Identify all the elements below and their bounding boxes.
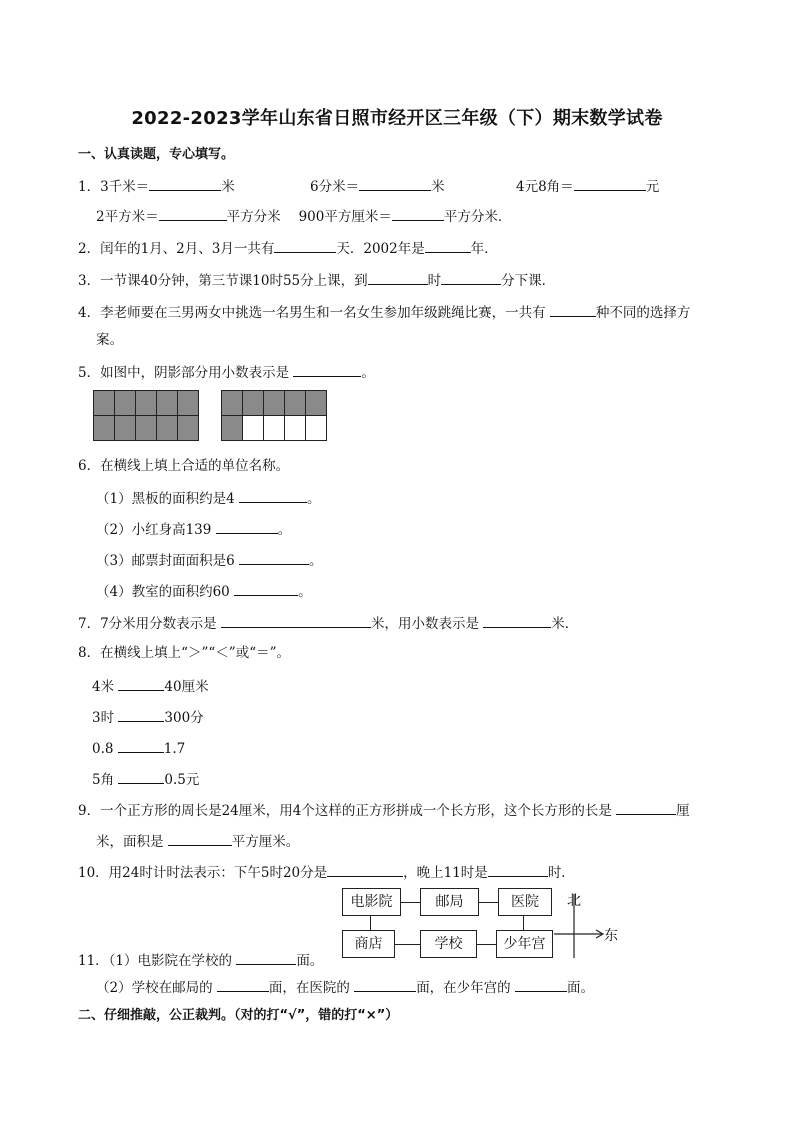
question-10: 10．用24时计时法表示：下午5时20分是 ，晚上11时是 时．	[78, 862, 575, 882]
decimal-grid-partial	[221, 390, 327, 441]
map-connector	[370, 916, 371, 930]
answer-blank[interactable]	[168, 831, 232, 846]
section-2-heading: 二、仔细推敲，公正裁判。（对的打“√”，错的打“×”）	[78, 1008, 399, 1023]
answer-blank[interactable]	[159, 206, 227, 221]
question-3: 3．一节课40分钟，第三节课10时55分上课，到 时 分下课．	[78, 270, 555, 290]
question-7: 7．7分米用分数表示是 米，用小数表示是 米．	[78, 613, 578, 633]
answer-blank[interactable]	[239, 550, 309, 565]
map-connector	[476, 944, 496, 945]
answer-blank[interactable]	[118, 769, 164, 784]
question-6: 6．在横线上填上合适的单位名称。	[78, 458, 290, 474]
answer-blank[interactable]	[441, 270, 501, 285]
answer-blank[interactable]	[118, 707, 164, 722]
answer-blank[interactable]	[483, 613, 551, 628]
question-8: 8．在横线上填上“＞”“＜”或“＝”。	[78, 645, 290, 661]
answer-blank[interactable]	[327, 862, 403, 877]
map-connector	[523, 916, 524, 930]
question-6-item-3: （3）邮票封面面积是6 。	[96, 550, 322, 570]
question-4: 4．李老师要在三男两女中挑选一名男生和一名女生参加年级跳绳比赛，一共有 种不同的选择方	[78, 302, 690, 322]
compass-east-label: 东	[604, 928, 618, 944]
page-title: 2022-2023学年山东省日照市经开区三年级（下）期末数学试卷	[131, 108, 663, 129]
section-1-heading: 一、认真读题，专心填写。	[78, 147, 235, 162]
question-6-item-1: （1）黑板的面积约是4 。	[96, 488, 320, 508]
map-building-cinema: 电影院	[342, 888, 401, 916]
question-8-row-2: 3时 300分	[92, 707, 204, 727]
question-1-row-2: 2平方米＝ 平方分米 900平方厘米＝ 平方分米．	[96, 206, 511, 226]
map-building-school: 学校	[420, 930, 477, 958]
answer-blank[interactable]	[118, 676, 164, 691]
question-1-part-c: 4元8角＝ 元	[516, 176, 659, 196]
answer-blank[interactable]	[221, 613, 371, 628]
answer-blank[interactable]	[118, 738, 164, 753]
answer-blank[interactable]	[368, 270, 428, 285]
map-building-shop: 商店	[342, 930, 395, 958]
answer-blank[interactable]	[234, 581, 298, 596]
answer-blank[interactable]	[425, 238, 471, 253]
map-building-post-office: 邮局	[420, 888, 479, 916]
map-building-hospital: 医院	[498, 888, 552, 916]
map-connector	[400, 902, 420, 903]
answer-blank[interactable]	[239, 488, 307, 503]
compass-north-label: 北	[567, 893, 581, 909]
answer-blank[interactable]	[354, 977, 416, 992]
decimal-grid-full	[93, 390, 199, 441]
map-building-youth-palace: 少年宫	[496, 930, 553, 958]
question-5: 5．如图中，阴影部分用小数表示是 。	[78, 362, 375, 382]
answer-blank[interactable]	[392, 206, 444, 221]
question-9-cont: 米，面积是 平方厘米。	[96, 831, 299, 851]
answer-blank[interactable]	[217, 977, 269, 992]
question-6-item-2: （2）小红身高139 。	[96, 519, 291, 539]
question-1-row-1: 1．3千米＝ 米	[78, 176, 235, 196]
answer-blank[interactable]	[574, 176, 646, 191]
question-8-row-3: 0.8 1.7	[92, 738, 185, 758]
question-9: 9．一个正方形的周长是24厘米，用4个这样的正方形拼成一个长方形，这个长方形的长是 厘	[78, 800, 690, 820]
question-1-part-b: 6分米＝ 米	[310, 176, 445, 196]
question-8-row-4: 5角 0.5元	[92, 769, 199, 789]
answer-blank[interactable]	[274, 238, 336, 253]
answer-blank[interactable]	[359, 176, 431, 191]
question-8-row-1: 4米 40厘米	[92, 676, 209, 696]
answer-blank[interactable]	[216, 519, 278, 534]
question-2: 2．闰年的1月、2月、3月一共有 天．2002年是 年．	[78, 238, 498, 258]
map-connector	[394, 944, 420, 945]
answer-blank[interactable]	[616, 800, 676, 815]
map-connector	[478, 902, 498, 903]
question-4-cont: 案。	[96, 332, 123, 348]
answer-blank[interactable]	[293, 362, 361, 377]
question-6-item-4: （4）教室的面积约60 。	[96, 581, 312, 601]
answer-blank[interactable]	[488, 862, 548, 877]
answer-blank[interactable]	[550, 302, 596, 317]
answer-blank[interactable]	[236, 950, 296, 965]
question-11-part-2: （2）学校在邮局的 面，在医院的 面，在少年宫的 面。	[96, 977, 594, 997]
question-11-part-1: 11．（1）电影院在学校的 面。	[78, 950, 323, 970]
answer-blank[interactable]	[515, 977, 567, 992]
answer-blank[interactable]	[149, 176, 221, 191]
